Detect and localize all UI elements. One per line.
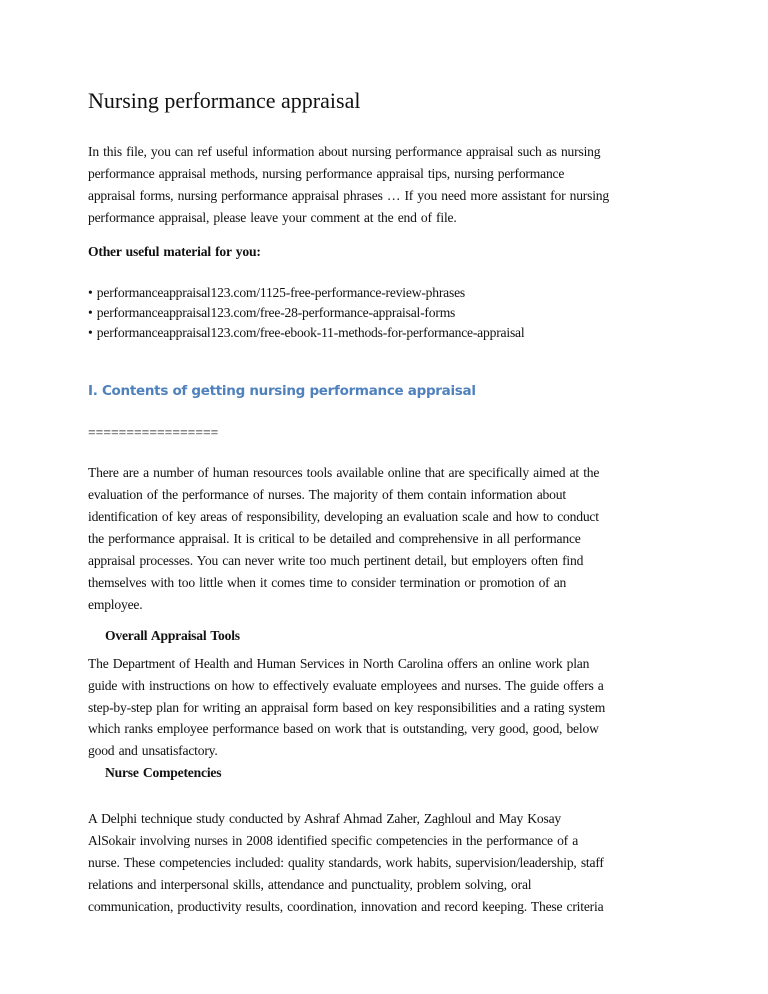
paragraph-line: employee. [88,597,143,612]
paragraph-line: communication, productivity results, coordination, innovation and record keeping. These criteria [88,899,604,914]
paragraph-line: AlSokair involving nurses in 2008 identified specific competencies in the performance of a [88,833,579,848]
paragraph-line: A Delphi technique study conducted by Ashraf Ahmad Zaher, Zaghloul and May Kosay [88,811,562,826]
other-material-heading: Other useful material for you: [88,244,261,259]
paragraph-line: themselves with too little when it comes time to consider termination or promotion of an [88,575,567,590]
paragraph-line: step-by-step plan for writing an appraisal form based on key responsibilities and a rating system [88,700,606,715]
paragraph-line: nurse. These competencies included: quality standards, work habits, supervision/leadership, staff [88,855,604,870]
subheading-nurse-competencies: Nurse Competencies [105,765,222,780]
paragraph-line: The Department of Health and Human Services in North Carolina offers an online work plan [88,656,590,671]
separator: ================= [88,425,219,440]
paragraph-line: relations and interpersonal skills, attendance and punctuality, problem solving, oral [88,877,532,892]
link-item[interactable]: • performanceappraisal123.com/free-28-performance-appraisal-forms [88,305,456,320]
paragraph-line: the performance appraisal. It is critical to be detailed and comprehensive in all performance [88,531,581,546]
link-item[interactable]: • performanceappraisal123.com/1125-free-performance-review-phrases [88,285,466,300]
paragraph-line: There are a number of human resources tools available online that are specifically aimed at the [88,465,600,480]
document-title: Nursing performance appraisal [88,88,361,113]
subheading-overall-appraisal-tools: Overall Appraisal Tools [105,628,240,643]
intro-line: performance appraisal methods, nursing performance appraisal tips, nursing performance [88,166,565,181]
link-item[interactable]: • performanceappraisal123.com/free-ebook-11-methods-for-performance-appraisal [88,325,525,340]
intro-line: In this file, you can ref useful information about nursing performance appraisal such as nursing [88,144,601,159]
paragraph-line: evaluation of the performance of nurses. The majority of them contain information about [88,487,566,502]
paragraph-line: which ranks employee performance based on work that is outstanding, very good, good, below [88,721,599,736]
paragraph-line: appraisal processes. You can never write too much pertinent detail, but employers often find [88,553,584,568]
paragraph-line: identification of key areas of responsibility, developing an evaluation scale and how to conduct [88,509,599,524]
intro-line: performance appraisal, please leave your comment at the end of file. [88,210,457,225]
paragraph-line: good and unsatisfactory. [88,743,218,758]
paragraph-line: guide with instructions on how to effectively evaluate employees and nurses. The guide offers a [88,678,604,693]
intro-line: appraisal forms, nursing performance appraisal phrases … If you need more assistant for nursing [88,188,609,203]
section-heading: I. Contents of getting nursing performance appraisal [88,383,476,399]
